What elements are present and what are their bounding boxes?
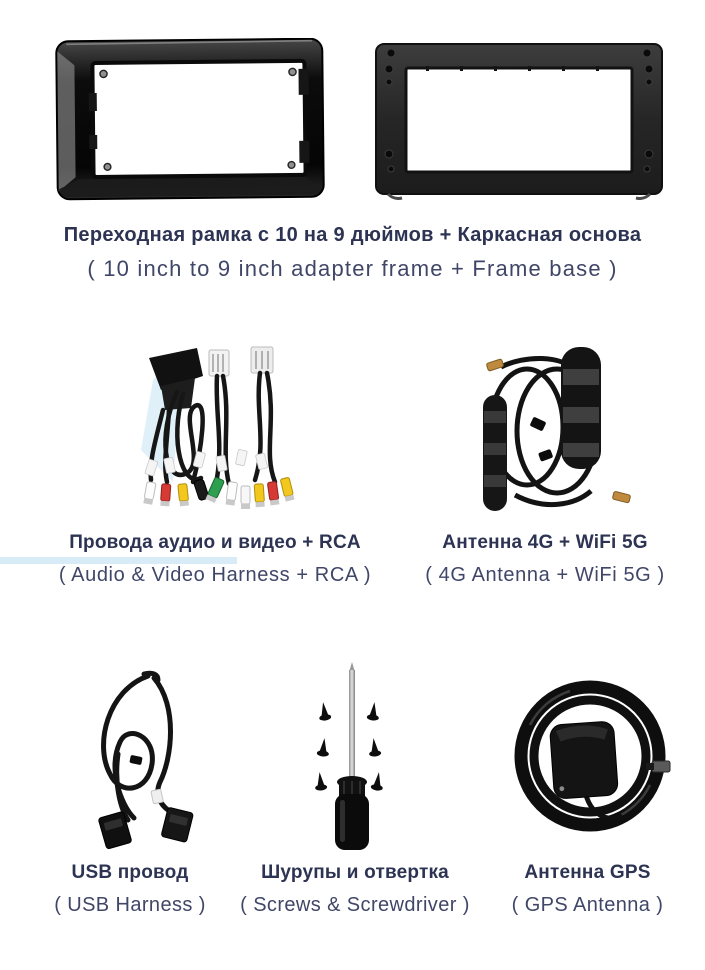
gps-antenna-photo <box>500 665 680 847</box>
frame-base-photo <box>374 42 664 200</box>
screws-screwdriver-photo <box>285 660 425 854</box>
av-harness-image <box>105 332 315 524</box>
gps-label-ru: Антенна GPS <box>524 862 651 883</box>
av-rca-harness-photo <box>105 332 315 524</box>
gps-antenna-image <box>500 665 680 847</box>
watermark-stripe <box>0 557 237 564</box>
antenna4g-label-en: ( 4G Antenna + WiFi 5G ) <box>425 564 665 586</box>
harness-label-ru: Провода аудио и видео + RCA <box>69 532 361 553</box>
usb-harness-photo <box>60 662 220 854</box>
harness-label-en: ( Audio & Video Harness + RCA ) <box>58 564 372 586</box>
screws-label-en: ( Screws & Screwdriver ) <box>240 894 470 916</box>
screwdriver-image <box>285 660 425 854</box>
frames-title-ru: Переходная рамка с 10 на 9 дюймов + Каркасная основа <box>63 224 642 246</box>
screws-label-ru: Шурупы и отвертка <box>261 862 449 883</box>
4g-wifi-antenna-photo <box>465 335 660 523</box>
usb-label-en: ( USB Harness ) <box>54 894 206 916</box>
antenna-4g-image <box>465 335 660 523</box>
frame-base-image <box>374 42 664 200</box>
adapter-frame-image <box>55 38 325 202</box>
adapter-frame-photo <box>55 38 325 202</box>
gps-label-en: ( GPS Antenna ) <box>511 894 664 916</box>
frames-title-en: ( 10 inch to 9 inch adapter frame + Frame base ) <box>87 256 618 281</box>
antenna4g-label-ru: Антенна 4G + WiFi 5G <box>442 532 648 553</box>
usb-cable-image <box>60 662 220 854</box>
usb-label-ru: USB провод <box>71 862 189 883</box>
